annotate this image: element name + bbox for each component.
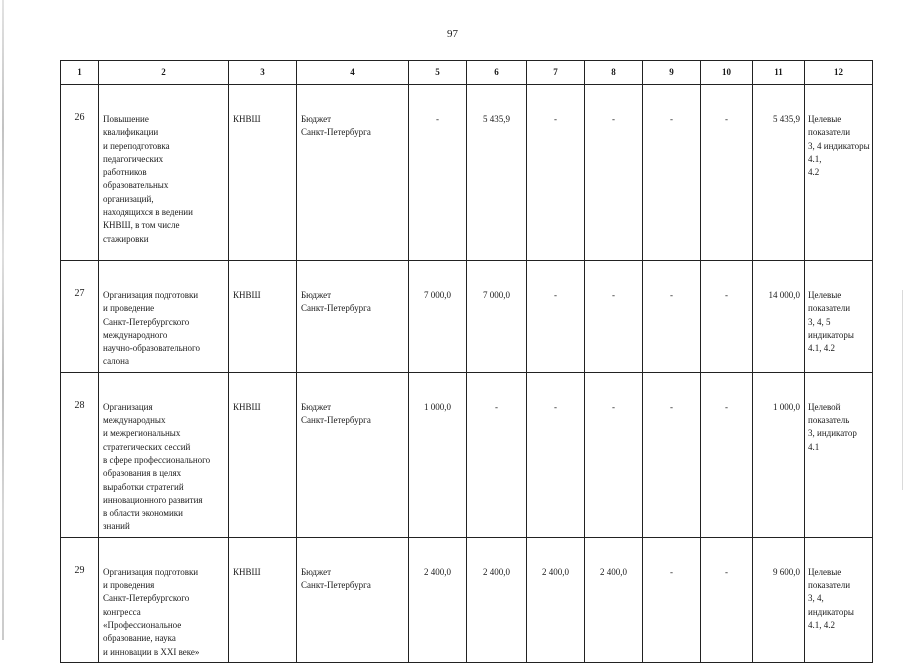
- activity-name: Повышение квалификации и переподготовка педагогических работников образовательных организаций, находящихся в ведении КНВШ, в том числе стажировки: [99, 85, 229, 261]
- row-number: 28: [61, 372, 99, 537]
- value-col9: -: [643, 85, 701, 261]
- value-total: 5 435,9: [753, 85, 805, 261]
- value-col6: 2 400,0: [467, 537, 527, 662]
- column-header: 2: [99, 61, 229, 85]
- value-total: 9 600,0: [753, 537, 805, 662]
- indicators: Целевой показатель 3, индикатор 4.1: [805, 372, 873, 537]
- value-col10: -: [701, 85, 753, 261]
- value-col7: 2 400,0: [527, 537, 585, 662]
- value-col8: -: [585, 261, 643, 373]
- value-col8: -: [585, 85, 643, 261]
- column-header: 1: [61, 61, 99, 85]
- program-table: [60, 60, 872, 663]
- value-col9: -: [643, 537, 701, 662]
- value-col5: -: [409, 85, 467, 261]
- scan-edge-left: [2, 0, 4, 640]
- column-header: 3: [229, 61, 297, 85]
- indicators: Целевые показатели 3, 4 индикаторы 4.1, 4.2: [805, 85, 873, 261]
- activity-name: Организация международных и межрегиональных стратегических сессий в сфере профессионального образования в целях выработки стратегий инновационного развития в области экономики знаний: [99, 372, 229, 537]
- activity-name: Организация подготовки и проведение Санкт-Петербургского международного научно-образовательного салона: [99, 261, 229, 373]
- value-col10: -: [701, 537, 753, 662]
- value-col8: 2 400,0: [585, 537, 643, 662]
- column-header: 8: [585, 61, 643, 85]
- value-col6: 7 000,0: [467, 261, 527, 373]
- column-header: 9: [643, 61, 701, 85]
- row-number: 27: [61, 261, 99, 373]
- funding-source: Бюджет Санкт-Петербурга: [297, 372, 409, 537]
- value-col5: 2 400,0: [409, 537, 467, 662]
- table-row: [61, 372, 873, 537]
- value-col8: -: [585, 372, 643, 537]
- scan-edge-right: [902, 290, 903, 490]
- value-col7: -: [527, 372, 585, 537]
- row-number: 29: [61, 537, 99, 662]
- page-number: 97: [447, 28, 458, 40]
- value-col5: 1 000,0: [409, 372, 467, 537]
- value-col9: -: [643, 261, 701, 373]
- table-row: [61, 537, 873, 662]
- column-header: 5: [409, 61, 467, 85]
- value-col6: 5 435,9: [467, 85, 527, 261]
- column-header: 10: [701, 61, 753, 85]
- column-header: 4: [297, 61, 409, 85]
- column-header: 12: [805, 61, 873, 85]
- value-col7: -: [527, 261, 585, 373]
- column-header: 11: [753, 61, 805, 85]
- executor: КНВШ: [229, 372, 297, 537]
- activities-table: [60, 60, 873, 663]
- value-col10: -: [701, 372, 753, 537]
- indicators: Целевые показатели 3, 4, 5 индикаторы 4.1, 4.2: [805, 261, 873, 373]
- funding-source: Бюджет Санкт-Петербурга: [297, 537, 409, 662]
- column-header: 7: [527, 61, 585, 85]
- funding-source: Бюджет Санкт-Петербурга: [297, 261, 409, 373]
- column-header: 6: [467, 61, 527, 85]
- table-row: [61, 261, 873, 373]
- value-col7: -: [527, 85, 585, 261]
- indicators: Целевые показатели 3, 4, индикаторы 4.1, 4.2: [805, 537, 873, 662]
- value-col9: -: [643, 372, 701, 537]
- executor: КНВШ: [229, 537, 297, 662]
- value-col6: -: [467, 372, 527, 537]
- executor: КНВШ: [229, 261, 297, 373]
- value-col10: -: [701, 261, 753, 373]
- funding-source: Бюджет Санкт-Петербурга: [297, 85, 409, 261]
- executor: КНВШ: [229, 85, 297, 261]
- row-number: 26: [61, 85, 99, 261]
- header-row: [61, 61, 873, 85]
- value-col5: 7 000,0: [409, 261, 467, 373]
- value-total: 1 000,0: [753, 372, 805, 537]
- table-row: [61, 85, 873, 261]
- value-total: 14 000,0: [753, 261, 805, 373]
- activity-name: Организация подготовки и проведения Санкт-Петербургского конгресса «Профессиональное образование, наука и инновации в XXI веке»: [99, 537, 229, 662]
